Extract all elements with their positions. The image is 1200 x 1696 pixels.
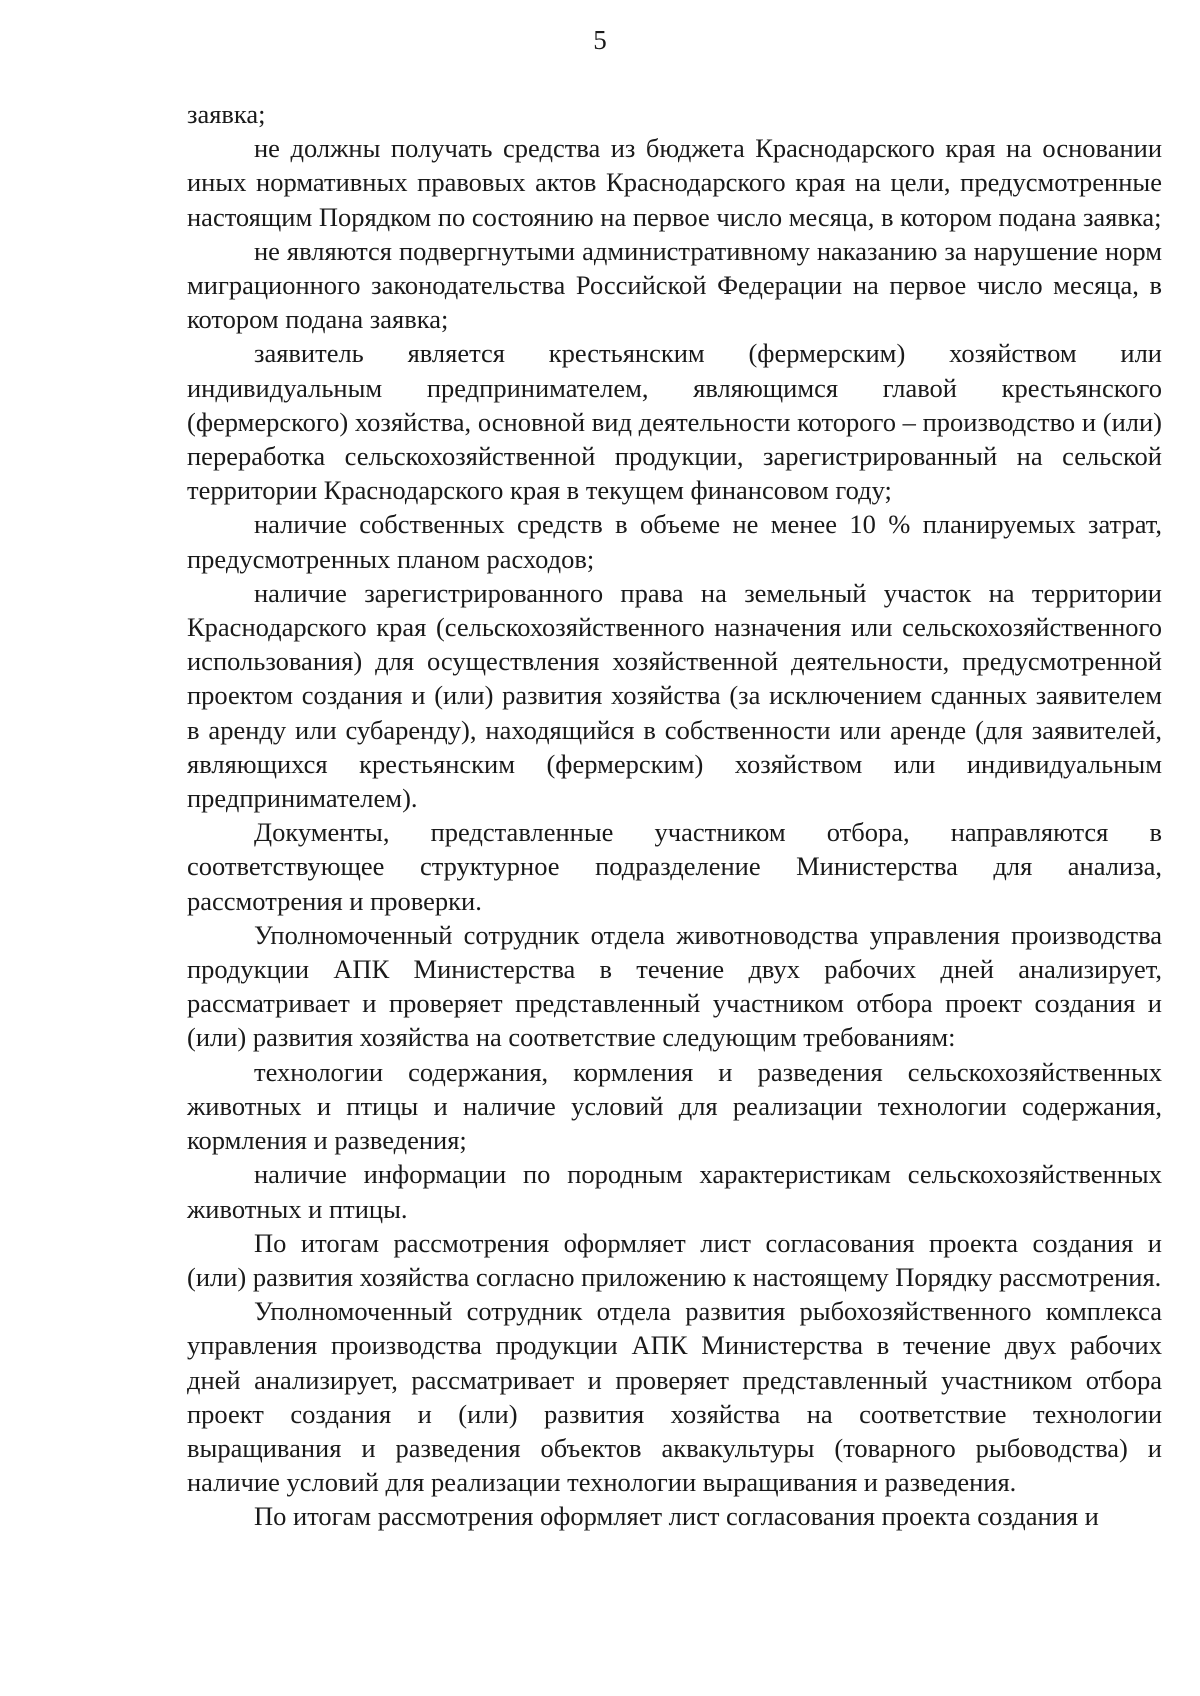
page-number: 5	[593, 25, 607, 55]
paragraph: По итогам рассмотрения оформляет лист согласования проекта создания и (или) развития хозяйства согласно приложению к настоящему Порядку рассмотрения.	[187, 1227, 1162, 1292]
paragraph: наличие собственных средств в объеме не менее 10 % планируемых затрат, предусмотренных планом расходов;	[187, 509, 1162, 574]
paragraph: наличие информации по породным характеристикам сельскохозяйственных животных и птицы.	[187, 1159, 1162, 1224]
paragraph: По итогам рассмотрения оформляет лист согласования проекта создания и	[254, 1501, 1099, 1532]
paragraph: не должны получать средства из бюджета Краснодарского края на основании иных нормативных правовых актов Краснодарского края на цели, предусмотренные настоящим Порядком по состоянию на первое число месяца, в котором подана заявка;	[187, 133, 1162, 232]
paragraph: Уполномоченный сотрудник отдела развития рыбохозяйственного комплекса управления производства продукции АПК Министерства в течение двух рабочих дней анализирует, рассматривает и проверяет представленный участником отбора проект создания и (или) развития хозяйства на соответствие технологии выращивания и разведения объектов аквакультуры (товарного рыбоводства) и наличие условий для реализации технологии выращивания и разведения.	[187, 1296, 1162, 1498]
paragraph: не являются подвергнутыми административному наказанию за нарушение норм миграционного законодательства Российской Федерации на первое число месяца, в котором подана заявка;	[187, 235, 1162, 335]
paragraph: Уполномоченный сотрудник отдела животноводства управления производства продукции АПК Министерства в течение двух рабочих дней анализирует, рассматривает и проверяет представленный участником отбора проект создания и (или) развития хозяйства на соответствие следующим требованиям:	[187, 919, 1162, 1053]
paragraph: Документы, представленные участником отбора, направляются в соответствующее структурное подразделение Министерства для анализа, рассмотрения и проверки.	[187, 817, 1162, 916]
paragraph: наличие зарегистрированного права на земельный участок на территории Краснодарского края (сельскохозяйственного назначения или сельскохозяйственного использования) для осуществления хозяйственной деятельности, предусмотренной проектом создания и (или) развития хозяйства (за исключением сданных заявителем в аренду или субаренду), находящийся в собственности или аренде (для заявителей, являющихся крестьянским (фермерским) хозяйством или индивидуальным предпринимателем).	[187, 577, 1162, 814]
paragraph-continuation: заявка;	[187, 99, 266, 129]
document-body	[187, 97, 1162, 1534]
paragraph: заявитель является крестьянским (фермерским) хозяйством или индивидуальным предпринимателем, являющимся главой крестьянского (фермерского) хозяйства, основной вид деятельности которого – производство и (или) переработка сельскохозяйственной продукции, зарегистрированный на сельской территории Краснодарского края в текущем финансовом году;	[187, 338, 1162, 506]
paragraph: технологии содержания, кормления и разведения сельскохозяйственных животных и птицы и наличие условий для реализации технологии содержания, кормления и разведения;	[187, 1056, 1162, 1156]
